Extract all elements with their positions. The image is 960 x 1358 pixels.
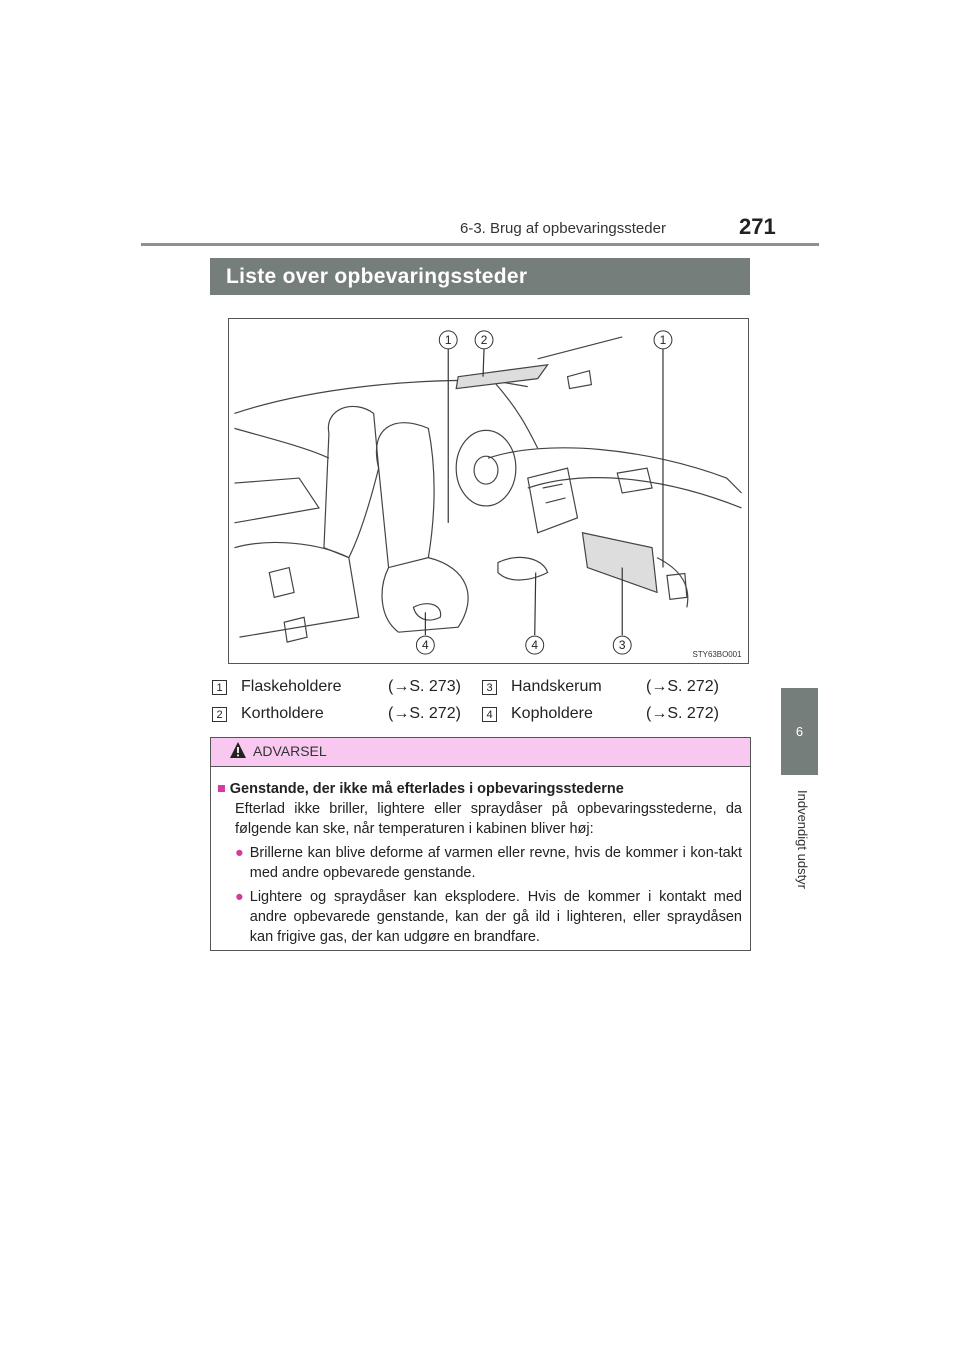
warning-header bbox=[211, 738, 750, 767]
legend-label: Flaskeholdere bbox=[241, 678, 342, 695]
legend-number: 2 bbox=[212, 707, 227, 722]
running-header: 6-3. Brug af opbevaringssteder bbox=[460, 220, 666, 237]
chapter-title: Indvendigt udstyr bbox=[795, 790, 810, 890]
warning-bullet bbox=[235, 843, 742, 883]
callout-4-right: 4 bbox=[531, 638, 539, 653]
warning-triangle-icon bbox=[229, 741, 247, 759]
callout-1-left: 1 bbox=[444, 332, 452, 347]
legend-label: Kortholdere bbox=[241, 705, 324, 722]
warning-box bbox=[210, 737, 751, 951]
legend-item bbox=[482, 676, 602, 698]
interior-illustration bbox=[228, 318, 749, 664]
callout-4-left: 4 bbox=[422, 638, 429, 653]
chapter-tab bbox=[781, 688, 818, 775]
legend-item bbox=[212, 703, 324, 725]
section-title bbox=[210, 258, 750, 295]
warning-label: ADVARSEL bbox=[253, 743, 327, 759]
legend-number: 4 bbox=[482, 707, 497, 722]
warning-bullet-text: Brillerne kan blive deforme af varmen eller revne, hvis de kommer i kon-takt med andre opbevarede genstande. bbox=[249, 845, 742, 881]
chapter-number: 6 bbox=[795, 724, 804, 739]
legend-label: Handskerum bbox=[511, 678, 602, 695]
legend-number: 3 bbox=[482, 680, 497, 695]
legend-ref: (→S. 272) bbox=[388, 705, 461, 722]
header-divider bbox=[141, 243, 819, 246]
warning-heading bbox=[217, 779, 742, 799]
legend-item bbox=[212, 676, 342, 698]
figure-code: STY63BO001 bbox=[692, 650, 742, 660]
square-bullet-icon: ■ bbox=[217, 781, 226, 797]
legend-ref: (→S. 272) bbox=[646, 705, 719, 722]
legend-number: 1 bbox=[212, 680, 227, 695]
legend-label: Kopholdere bbox=[511, 705, 593, 722]
callout-1-right: 1 bbox=[659, 332, 667, 347]
legend-item bbox=[482, 703, 593, 725]
section-title-text: Liste over opbevaringssteder bbox=[226, 264, 528, 288]
callout-legend bbox=[212, 676, 752, 732]
warning-body bbox=[211, 767, 750, 947]
legend-ref: (→S. 273) bbox=[388, 678, 461, 695]
legend-ref: (→S. 272) bbox=[646, 678, 719, 695]
callout-3: 3 bbox=[618, 638, 626, 653]
warning-bullet-text: Lightere og spraydåser kan eksplodere. Hvis de kommer i kontakt med andre opbevarede genstande, kan der gå ild i lighteren, eller spraydåsen kan frigive gas, der kan udgøre en brandfare. bbox=[249, 889, 742, 945]
car-interior-drawing bbox=[229, 319, 748, 663]
warning-intro: Efterlad ikke briller, lightere eller spraydåser på opbevaringsstederne, da følgende kan ske, når temperaturen i kabinen bliver høj: bbox=[235, 801, 742, 837]
callout-2: 2 bbox=[480, 332, 488, 347]
bullet-dot-icon: ● bbox=[235, 845, 244, 861]
warning-heading-text: Genstande, der ikke må efterlades i opbevaringsstederne bbox=[229, 781, 624, 797]
page-number: 271 bbox=[739, 214, 776, 239]
warning-bullet bbox=[235, 887, 742, 947]
bullet-dot-icon: ● bbox=[235, 889, 244, 905]
